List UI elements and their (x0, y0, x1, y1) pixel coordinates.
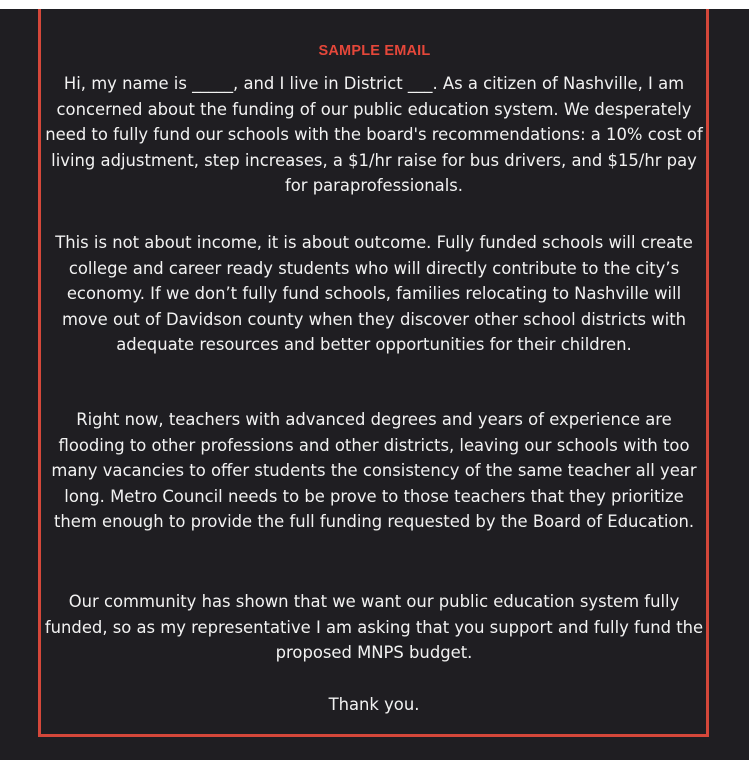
top-white-strip (0, 0, 749, 9)
paragraph-outcome: This is not about income, it is about outcome. Fully funded schools will create college and career ready students who will directly contribute to the city’s economy. If we don’t fully fund schools, families relocating to Nashville will move out of Davidson county when they discover other school districts with adequate resources and better opportunities for their children. (55, 233, 693, 354)
paragraph-introduction: Hi, my name is _____, and I live in District ___. As a citizen of Nashville, I am concerned about the funding of our public education system. We desperately need to fully fund our schools with the board's recommendations: a 10% cost of living adjustment, step increases, a $1/hr raise for bus drivers, and $15/hr pay for paraprofessionals. (45, 74, 703, 195)
paragraph-teachers: Right now, teachers with advanced degrees and years of experience are flooding to other professions and other districts, leaving our schools with too many vacancies to offer students the consistency of the same teacher all year long. Metro Council needs to be prove to those teachers that they prioritize them enough to provide the full funding requested by the Board of Education. (51, 410, 697, 531)
email-panel (0, 9, 749, 760)
sample-email-heading: SAMPLE EMAIL (318, 43, 431, 59)
paragraph-community: Our community has shown that we want our public education system fully funded, so as my representative I am asking that you support and fully fund the proposed MNPS budget. (44, 592, 704, 662)
closing-line: Thank you. (328, 695, 420, 714)
